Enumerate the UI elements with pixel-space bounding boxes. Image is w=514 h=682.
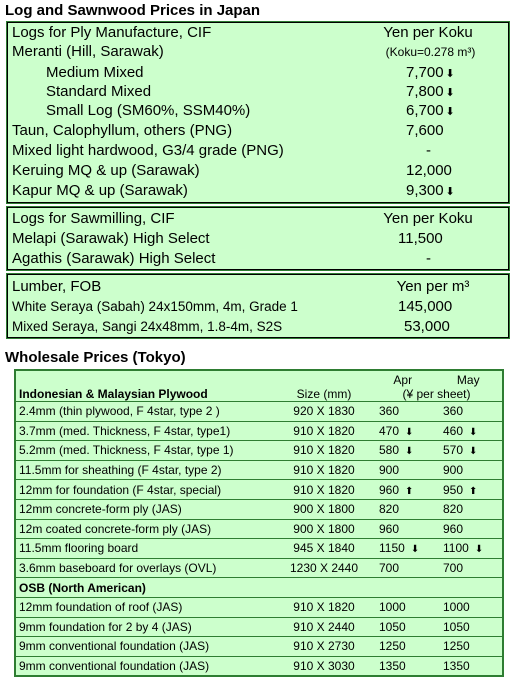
down-arrow-icon: ⬇ [445, 106, 455, 118]
apr-cell [371, 402, 435, 422]
size-cell: 900 X 1800 [277, 519, 371, 539]
may-cell [435, 421, 503, 441]
apr-cell-text: 960 [379, 521, 400, 536]
table-row [15, 402, 503, 422]
lumber-panel [7, 274, 509, 338]
apr-cell-text: 470 [379, 423, 400, 438]
table-row [15, 539, 503, 559]
item-cell: 5.2mm (med. Thickness, F 4star, type 1) [15, 441, 277, 461]
size-cell: 910 X 1820 [277, 421, 371, 441]
trend-arrow-icon: ⬇ [405, 446, 414, 458]
trend-arrow-icon: ⬇ [410, 544, 420, 556]
trend-arrow-icon: ⬇ [469, 446, 478, 458]
ply-row-value: 6,700 ⬇ [406, 102, 455, 119]
trend-arrow-icon: ⬇ [474, 544, 484, 556]
item-cell: 2.4mm (thin plywood, F 4star, type 2 ) [15, 402, 277, 422]
apr-cell-text: 580 [379, 443, 400, 458]
table-row [15, 499, 503, 519]
size-cell: 920 X 1830 [277, 402, 371, 422]
apr-cell-text: 700 [379, 561, 400, 576]
table-row [15, 656, 503, 676]
saw-row-value: 11,500 [398, 230, 443, 247]
may-cell [435, 519, 503, 539]
size-cell: 945 X 1840 [277, 539, 371, 559]
may-cell-text: 360 [443, 404, 464, 419]
table-row [15, 558, 503, 578]
size-cell: 910 X 1820 [277, 597, 371, 617]
down-arrow-icon: ⬇ [445, 68, 455, 80]
apr-header: Apr [393, 373, 413, 387]
saw-row-label: Melapi (Sarawak) High Select [12, 230, 210, 247]
ply-row-value: 12,000 [406, 162, 452, 179]
ply-logs-panel [7, 22, 509, 203]
size-header: Size (mm) [277, 370, 371, 402]
item-cell: 9mm conventional foundation (JAS) [15, 637, 277, 657]
lumber-row [8, 297, 508, 317]
down-arrow-icon: ⬇ [445, 87, 455, 99]
ply-row-value: 7,600 [406, 122, 444, 139]
saw-row [8, 249, 508, 269]
apr-cell [371, 499, 435, 519]
size-cell: 910 X 2730 [277, 637, 371, 657]
meranti-row [8, 42, 508, 62]
may-cell: 1250 [435, 637, 503, 657]
may-cell-text: 960 [443, 521, 464, 536]
lumber-row [8, 317, 508, 337]
apr-cell-text: 820 [379, 502, 400, 517]
trend-arrow-icon: ⬇ [469, 426, 478, 438]
apr-cell-text: 1150 [379, 541, 405, 556]
ply-row-label: Standard Mixed [46, 83, 152, 100]
size-cell: 910 X 1820 [277, 441, 371, 461]
may-cell-text: 1100 [443, 541, 469, 556]
ply-row [8, 121, 508, 141]
ply-row [8, 82, 508, 102]
saw-header-row [8, 209, 508, 229]
ply-row-label: Keruing MQ & up (Sarawak) [12, 162, 200, 179]
size-cell: 910 X 2440 [277, 617, 371, 637]
may-cell: 1000 [435, 597, 503, 617]
may-cell-text: 700 [443, 561, 464, 576]
item-cell: 12mm concrete-form ply (JAS) [15, 499, 277, 519]
apr-cell: 1050 [371, 617, 435, 637]
table-row [15, 441, 503, 461]
saw-row-label: Agathis (Sarawak) High Select [12, 250, 216, 267]
table-row [15, 480, 503, 500]
item-cell: 12mm for foundation (F 4star, special) [15, 480, 277, 500]
osb-section-header: OSB (North American) [15, 578, 503, 598]
saw-unit-label: Yen per Koku [383, 210, 473, 227]
apr-cell: 1350 [371, 656, 435, 676]
page-title: Log and Sawnwood Prices in Japan [5, 2, 261, 19]
size-cell: 1230 X 2440 [277, 558, 371, 578]
ply-row-label: Small Log (SM60%, SSM40%) [46, 102, 251, 119]
apr-cell-text: 360 [379, 404, 400, 419]
trend-arrow-icon: ⬆ [405, 485, 414, 497]
apr-cell: 1250 [371, 637, 435, 657]
ply-row [8, 181, 508, 201]
table-row [15, 460, 503, 480]
may-cell-text: 570 [443, 443, 464, 458]
saw-row [8, 229, 508, 249]
item-cell: 11.5mm for sheathing (F 4star, type 2) [15, 460, 277, 480]
may-cell-text: 950 [443, 482, 464, 497]
may-cell-text: 820 [443, 502, 464, 517]
ply-row-label: Taun, Calophyllum, others (PNG) [12, 122, 233, 139]
may-cell [435, 558, 503, 578]
apr-cell [371, 441, 435, 461]
lumber-row-label: White Seraya (Sabah) 24x150mm, 4m, Grade 1 [12, 299, 298, 314]
item-cell: 9mm conventional foundation (JAS) [15, 656, 277, 676]
table-row [15, 519, 503, 539]
may-cell [435, 460, 503, 480]
size-cell: 910 X 3030 [277, 656, 371, 676]
unit-header: (¥ per sheet) [402, 387, 471, 401]
lumber-row-label: Mixed Seraya, Sangi 24x48mm, 1.8-4m, S2S [12, 319, 283, 334]
item-cell: 3.6mm baseboard for overlays (OVL) [15, 558, 277, 578]
may-cell [435, 499, 503, 519]
table-row [15, 597, 503, 617]
lumber-unit-label: Yen per m³ [396, 278, 470, 295]
item-cell: 12mm foundation of roof (JAS) [15, 597, 277, 617]
lumber-header-row [8, 277, 508, 297]
may-cell: 1050 [435, 617, 503, 637]
apr-cell [371, 519, 435, 539]
table-row [15, 617, 503, 637]
size-cell: 900 X 1800 [277, 499, 371, 519]
osb-header-row [15, 578, 503, 598]
item-cell: 12m coated concrete-form ply (JAS) [15, 519, 277, 539]
down-arrow-icon: ⬇ [445, 186, 455, 198]
size-cell: 910 X 1820 [277, 480, 371, 500]
table-row [15, 421, 503, 441]
ply-header-row [8, 23, 508, 43]
month-header [371, 370, 503, 402]
size-cell: 910 X 1820 [277, 460, 371, 480]
lumber-row-value: 53,000 [404, 318, 450, 335]
ply-row [8, 101, 508, 121]
apr-cell [371, 460, 435, 480]
saw-row-value: - [426, 250, 431, 267]
apr-cell [371, 558, 435, 578]
ply-row [8, 63, 508, 83]
apr-cell [371, 421, 435, 441]
apr-cell-text: 960 [379, 482, 400, 497]
wholesale-table [14, 369, 504, 677]
trend-arrow-icon: ⬆ [469, 485, 478, 497]
ply-row-label: Kapur MQ & up (Sarawak) [12, 182, 188, 199]
apr-cell-text: 900 [379, 463, 400, 478]
trend-arrow-icon: ⬇ [405, 426, 414, 438]
ply-header-label: Logs for Ply Manufacture, CIF [12, 24, 212, 41]
wholesale-title: Wholesale Prices (Tokyo) [5, 349, 186, 366]
may-cell-text: 900 [443, 463, 464, 478]
may-cell [435, 441, 503, 461]
may-cell [435, 402, 503, 422]
table-header-row [15, 370, 503, 402]
item-cell: 9mm foundation for 2 by 4 (JAS) [15, 617, 277, 637]
ply-row-value: 7,800 ⬇ [406, 83, 455, 100]
ply-row-value: - [426, 142, 431, 159]
may-cell [435, 480, 503, 500]
table-row [15, 637, 503, 657]
ply-row-label: Mixed light hardwood, G3/4 grade (PNG) [12, 142, 284, 159]
lumber-row-value: 145,000 [398, 298, 453, 315]
meranti-label: Meranti (Hill, Sarawak) [12, 43, 164, 60]
ply-row-value: 7,700 ⬇ [406, 64, 455, 81]
may-cell: 1350 [435, 656, 503, 676]
item-cell: 3.7mm (med. Thickness, F 4star, type1) [15, 421, 277, 441]
plywood-section-header: Indonesian & Malaysian Plywood [15, 370, 277, 402]
lumber-header-label: Lumber, FOB [12, 278, 102, 295]
may-cell-text: 460 [443, 423, 464, 438]
ply-unit-label: Yen per Koku [383, 24, 473, 41]
may-header: May [456, 373, 480, 387]
saw-logs-panel [7, 207, 509, 270]
saw-header-label: Logs for Sawmilling, CIF [12, 210, 175, 227]
apr-cell [371, 480, 435, 500]
apr-cell [371, 539, 435, 559]
may-cell [435, 539, 503, 559]
item-cell: 11.5mm flooring board [15, 539, 277, 559]
ply-row [8, 161, 508, 181]
ply-row-value: 9,300 ⬇ [406, 182, 455, 199]
ply-row-label: Medium Mixed [46, 64, 144, 81]
koku-note: (Koku=0.278 m³) [385, 45, 476, 59]
ply-row [8, 141, 508, 161]
apr-cell: 1000 [371, 597, 435, 617]
